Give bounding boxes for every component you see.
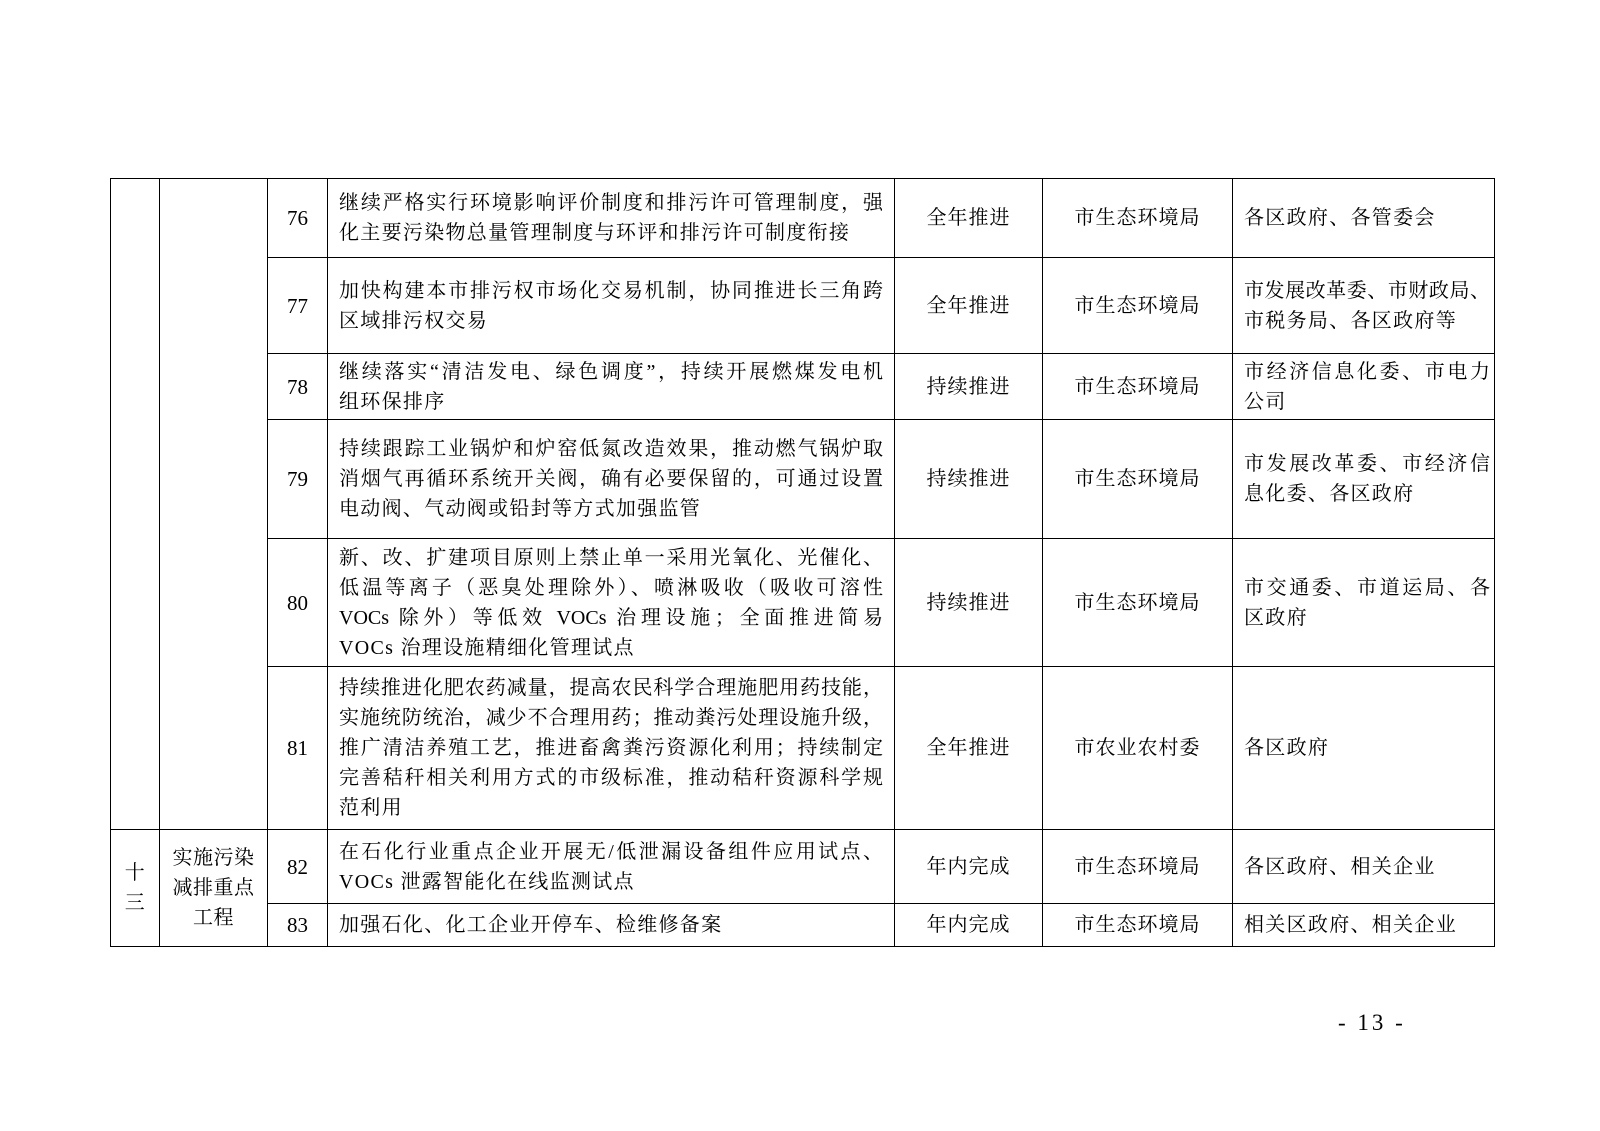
item-task — [328, 354, 895, 420]
text-line: 实施统防统治，减少不合理用药；推动粪污处理设施升级， — [339, 707, 883, 729]
task-table — [110, 178, 1495, 947]
item-schedule: 持续推进 — [895, 354, 1043, 420]
section-number — [111, 830, 160, 947]
item-task — [328, 420, 895, 539]
item-schedule: 持续推进 — [895, 539, 1043, 667]
text-line: 持续跟踪工业锅炉和炉窑低氮改造效果，推动燃气锅炉取 — [339, 438, 883, 460]
item-number: 76 — [268, 179, 328, 258]
item-schedule: 全年推进 — [895, 667, 1043, 830]
item-number: 78 — [268, 354, 328, 420]
item-schedule: 年内完成 — [895, 904, 1043, 947]
text-line: 推广清洁养殖工艺，推进畜禽粪污资源化利用；持续制定 — [339, 737, 883, 759]
item-schedule: 全年推进 — [895, 258, 1043, 354]
item-schedule: 全年推进 — [895, 179, 1043, 258]
item-schedule: 持续推进 — [895, 420, 1043, 539]
text-line: 公司 — [1244, 390, 1287, 413]
text-line: 工程 — [193, 907, 234, 929]
section-title — [160, 830, 268, 947]
text-line: 市交通委、市道运局、各 — [1244, 576, 1490, 599]
item-lead-department: 市生态环境局 — [1043, 539, 1233, 667]
item-lead-department: 市生态环境局 — [1043, 354, 1233, 420]
item-task — [328, 539, 895, 667]
item-number: 83 — [268, 904, 328, 947]
item-cooperating-departments: 相关区政府、相关企业 — [1233, 904, 1495, 947]
text-line: 实施污染 — [172, 847, 255, 869]
table-row — [111, 179, 1495, 258]
table-row — [111, 539, 1495, 667]
table-row — [111, 667, 1495, 830]
table-row — [111, 904, 1495, 947]
item-number: 82 — [268, 830, 328, 904]
text-line: VOCs 泄露智能化在线监测试点 — [339, 870, 635, 893]
item-task — [328, 258, 895, 354]
item-cooperating-departments: 各区政府、各管委会 — [1233, 179, 1495, 258]
item-cooperating-departments — [1233, 258, 1495, 354]
item-lead-department: 市生态环境局 — [1043, 258, 1233, 354]
text-line: 持续推进化肥农药减量，提高农民科学合理施肥用药技能， — [339, 677, 883, 699]
text-line: 三 — [124, 892, 146, 914]
item-lead-department: 市农业农村委 — [1043, 667, 1233, 830]
text-line: 十 — [124, 862, 146, 884]
text-line: 新、改、扩建项目原则上禁止单一采用光氧化、光催化、 — [339, 546, 883, 569]
table-row — [111, 830, 1495, 904]
text-line: 低温等离子（恶臭处理除外）、喷淋吸收（吸收可溶性 — [339, 576, 883, 599]
text-line: VOCs 除外）等低效 VOCs 治理设施；全面推进简易 — [339, 606, 883, 629]
item-number: 81 — [268, 667, 328, 830]
text-line: 完善秸秆相关利用方式的市级标准，推动秸秆资源科学规 — [339, 767, 883, 789]
text-line: 区政府 — [1244, 606, 1308, 629]
item-cooperating-departments: 各区政府、相关企业 — [1233, 830, 1495, 904]
item-task — [328, 667, 895, 830]
item-lead-department: 市生态环境局 — [1043, 420, 1233, 539]
text-line: 减排重点 — [172, 877, 255, 899]
table-row — [111, 354, 1495, 420]
text-line: 息化委、各区政府 — [1244, 483, 1415, 505]
text-line: 继续严格实行环境影响评价制度和排污许可管理制度，强 — [339, 192, 883, 214]
item-lead-department: 市生态环境局 — [1043, 830, 1233, 904]
text-line: 在石化行业重点企业开展无/低泄漏设备组件应用试点、 — [339, 840, 883, 863]
item-cooperating-departments — [1233, 539, 1495, 667]
item-task — [328, 830, 895, 904]
table-row — [111, 258, 1495, 354]
item-cooperating-departments — [1233, 354, 1495, 420]
section-title-cell — [160, 179, 268, 830]
item-lead-department: 市生态环境局 — [1043, 179, 1233, 258]
text-line: 市发展改革委、市财政局、 — [1244, 279, 1490, 302]
text-line: 化主要污染物总量管理制度与环评和排污许可制度衔接 — [339, 222, 851, 244]
text-line: 组环保排序 — [339, 390, 446, 413]
item-number: 80 — [268, 539, 328, 667]
text-line: 加快构建本市排污权市场化交易机制，协同推进长三角跨 — [339, 279, 883, 302]
item-number: 77 — [268, 258, 328, 354]
page-number: - 13 - — [1338, 1010, 1406, 1035]
item-number: 79 — [268, 420, 328, 539]
table-row — [111, 420, 1495, 539]
item-cooperating-departments: 各区政府 — [1233, 667, 1495, 830]
section-number-cell — [111, 179, 160, 830]
text-line: 电动阀、气动阀或铅封等方式加强监管 — [339, 498, 702, 520]
text-line: VOCs 治理设施精细化管理试点 — [339, 636, 635, 659]
text-line: 区域排污权交易 — [339, 309, 489, 332]
item-cooperating-departments — [1233, 420, 1495, 539]
item-lead-department: 市生态环境局 — [1043, 904, 1233, 947]
item-task: 加强石化、化工企业开停车、检维修备案 — [328, 904, 895, 947]
text-line: 范利用 — [339, 797, 403, 819]
text-line: 市发展改革委、市经济信 — [1244, 453, 1490, 475]
text-line: 市经济信息化委、市电力 — [1244, 360, 1490, 383]
item-task — [328, 179, 895, 258]
item-schedule: 年内完成 — [895, 830, 1043, 904]
text-line: 市税务局、各区政府等 — [1244, 309, 1457, 332]
text-line: 继续落实“清洁发电、绿色调度”，持续开展燃煤发电机 — [339, 360, 883, 383]
text-line: 消烟气再循环系统开关阀，确有必要保留的，可通过设置 — [339, 468, 883, 490]
